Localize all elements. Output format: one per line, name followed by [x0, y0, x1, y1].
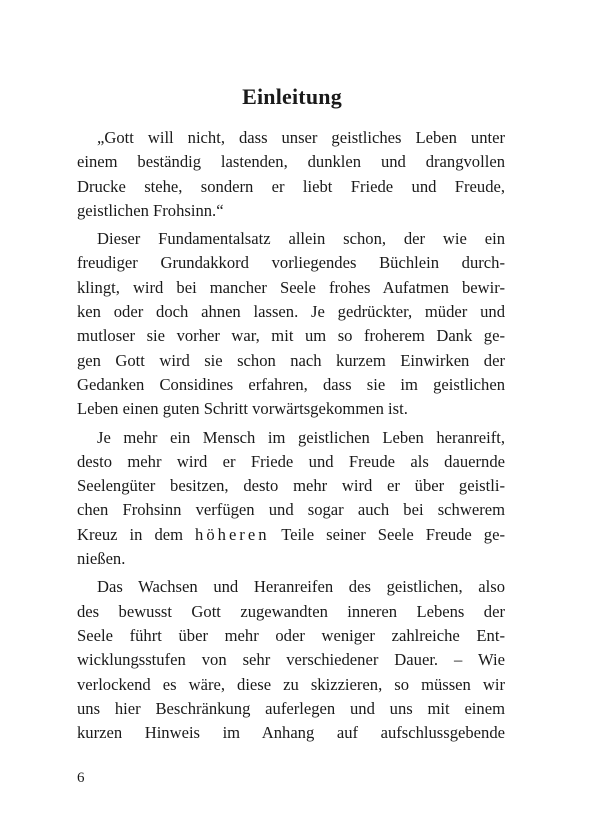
- text-line: nießen.: [77, 549, 126, 569]
- text-line: klingt, wird bei mancher Seele frohes Aufatmen bewir-: [77, 277, 505, 297]
- text-line: Dieser Fundamentalsatz allein schon, der wie ein: [97, 229, 505, 249]
- text-line: uns hier Beschränkung auferlegen und uns mit einem: [77, 698, 505, 718]
- text-line: kurzen Hinweis im Anhang auf aufschlussgebende: [77, 723, 505, 743]
- text-line: freudiger Grundakkord vorliegendes Büchlein durch-: [77, 253, 505, 273]
- paragraph-1: [77, 126, 505, 223]
- paragraph-2: [77, 227, 505, 421]
- text-line: „Gott will nicht, dass unser geistliches Leben unter: [97, 128, 505, 147]
- paragraph-4: [77, 575, 505, 745]
- body-text: [77, 126, 505, 749]
- text-line: wicklungsstufen von sehr verschiedener Dauer. – Wie: [77, 650, 505, 670]
- text-line: Seele führt über mehr oder weniger zahlreiche Ent-: [77, 625, 505, 645]
- text-line: geistlichen Frohsinn.“: [77, 200, 224, 220]
- text-fragment: Kreuz in dem: [77, 524, 196, 544]
- text-fragment: Teile seiner Seele Freude ge-: [269, 524, 505, 544]
- paragraph-3: [77, 426, 505, 572]
- text-line: des bewusst Gott zugewandten inneren Lebens der: [77, 601, 505, 621]
- text-line: gen Gott wird sie schon nach kurzem Einwirken der: [77, 350, 505, 370]
- emphasized-word: höheren: [195, 524, 270, 544]
- text-line: Seelengüter besitzen, desto mehr wird er über geistli-: [77, 476, 505, 496]
- text-line: verlockend es wäre, diese zu skizzieren, so müssen wir: [77, 674, 505, 694]
- text-line: mutloser sie vorher war, mit um so froherem Dank ge-: [77, 326, 505, 346]
- text-line: desto mehr wird er Friede und Freude als dauernde: [77, 451, 505, 471]
- text-line: einem beständig lastenden, dunklen und drangvollen: [77, 152, 505, 172]
- text-line: ken oder doch ahnen lassen. Je gedrückter, müder und: [77, 302, 505, 322]
- text-line: Gedanken Considines erfahren, dass sie im geistlichen: [77, 374, 505, 394]
- text-line: chen Frohsinn verfügen und sogar auch bei schwerem: [77, 500, 505, 520]
- page-title: Einleitung: [242, 84, 342, 109]
- text-line: Drucke stehe, sondern er liebt Friede und Freude,: [77, 176, 505, 196]
- text-line: Je mehr ein Mensch im geistlichen Leben heranreift,: [97, 427, 505, 447]
- text-line: Leben einen guten Schritt vorwärtsgekommen ist.: [77, 399, 408, 419]
- text-line: Das Wachsen und Heranreifen des geistlichen, also: [97, 577, 505, 597]
- text-line-with-emphasis: [77, 523, 505, 547]
- page-number: 6: [77, 770, 85, 786]
